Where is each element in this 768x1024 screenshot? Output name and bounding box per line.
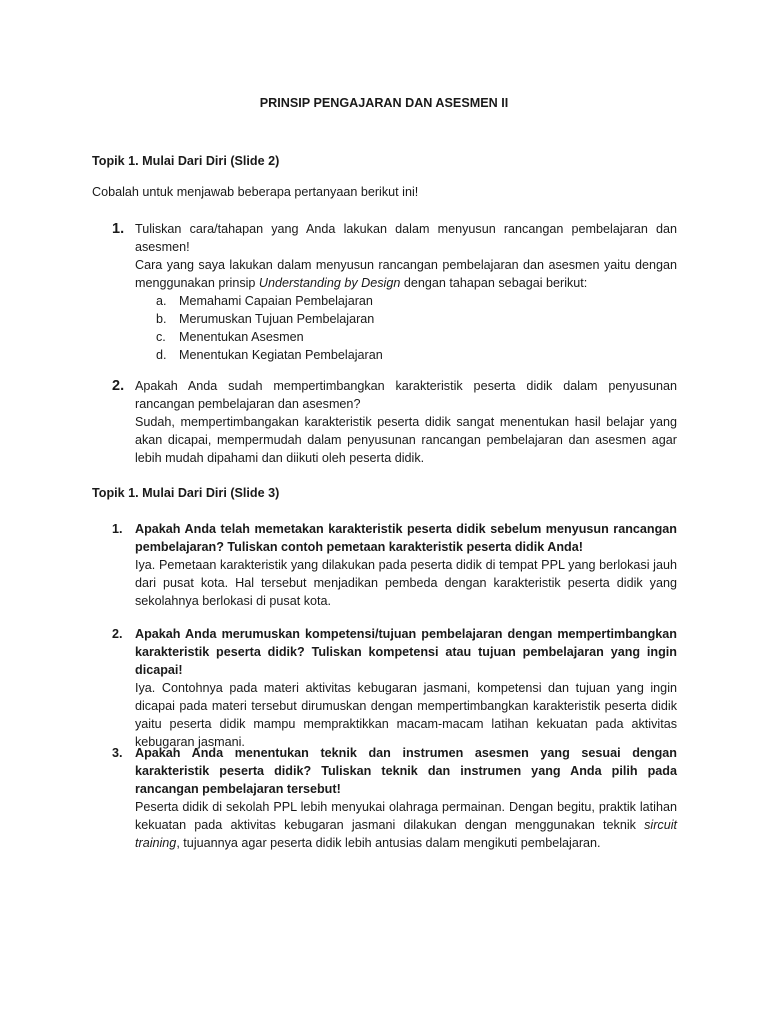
steps-list <box>156 292 677 364</box>
list-item: b. Merumuskan Tujuan Pembelajaran <box>156 312 375 326</box>
answer-text: Cara yang saya lakukan dalam menyusun rancangan pembelajaran dan asesmen yaitu dengan menggunakan prinsip Understanding by Design dengan tahapan sebagai berikut: a. Memahami Capaian Pembelajaran b. Merumuskan Tujuan Pembelajaran c. Menentukan Asesmen d. Menentukan Kegiatan Pembelajaran <box>135 258 677 362</box>
answer-text: Sudah, mempertimbangakan karakteristik peserta didik sangat menentukan hasil belajar yang akan dicapai, mempermudah dalam penyusunan rancangan pembelajaran dan asesmen agar lebih mudah dipahami dan diikuti oleh peserta didik. <box>135 415 677 465</box>
question-number: 2. <box>112 627 123 641</box>
question-text: Apakah Anda menentukan teknik dan instrumen asesmen yang sesuai dengan karakteristik peserta didik? Tuliskan teknik dan instrumen yang Anda pilih pada rancangan pembelajaran tersebut! <box>135 746 677 796</box>
section-heading-slide-2: Topik 1. Mulai Dari Diri (Slide 2) <box>92 154 280 168</box>
question-block <box>112 377 677 467</box>
question-block <box>112 625 677 751</box>
question-text: Apakah Anda telah memetakan karakteristik peserta didik sebelum menyusun rancangan pembelajaran? Tuliskan contoh pemetaan karakteristik peserta didik Anda! <box>135 522 677 554</box>
question-block <box>112 744 677 852</box>
question-text: Apakah Anda merumuskan kompetensi/tujuan pembelajaran dengan mempertimbangkan karakteristik peserta didik? Tuliskan kompetensi atau tujuan pembelajaran yang ingin dicapai! <box>135 627 677 677</box>
list-item: c. Menentukan Asesmen <box>156 330 304 344</box>
list-item: a. Memahami Capaian Pembelajaran <box>156 294 373 308</box>
question-block <box>112 520 677 610</box>
question-text: Tuliskan cara/tahapan yang Anda lakukan dalam menyusun rancangan pembelajaran dan asesmen! <box>135 222 677 254</box>
section-heading-slide-3: Topik 1. Mulai Dari Diri (Slide 3) <box>92 486 280 500</box>
question-number: 1. <box>112 522 123 536</box>
intro-text: Cobalah untuk menjawab beberapa pertanyaan berikut ini! <box>92 185 419 199</box>
question-text: Apakah Anda sudah mempertimbangkan karakteristik peserta didik dalam penyusunan rancangan pembelajaran dan asesmen? <box>135 379 677 411</box>
answer-italic: Understanding by Design <box>258 276 401 290</box>
question-number: 2. <box>112 378 125 394</box>
list-item: d. Menentukan Kegiatan Pembelajaran <box>156 348 383 362</box>
answer-text: Peserta didik di sekolah PPL lebih menyukai olahraga permainan. Dengan begitu, praktik latihan kekuatan pada aktivitas kebugaran jasmani dilakukan dengan menggunakan teknik sircuit training, tujuannya agar peserta didik lebih antusias dalam mengikuti pembelajaran. <box>135 800 677 850</box>
answer-text: Iya. Contohnya pada materi aktivitas kebugaran jasmani, kompetensi dan tujuan yang ingin dicapai pada materi tersebut dirumuskan dengan mempertimbangkan karakteristik peserta didik yaitu peserta didik mampu mempraktikkan macam-macam latihan kekuatan pada aktivitas kebugaran jasmani. <box>135 681 677 749</box>
answer-italic: sircuit training <box>135 818 677 850</box>
answer-text: Iya. Pemetaan karakteristik yang dilakukan pada peserta didik di tempat PPL yang berlokasi jauh dari pusat kota. Hal tersebut menjadikan pembeda dengan karakteristik peserta didik yang sekolahnya berlokasi di pusat kota. <box>135 558 677 608</box>
document-title: PRINSIP PENGAJARAN DAN ASESMEN II <box>259 96 509 110</box>
question-number: 1. <box>112 221 125 237</box>
question-block <box>112 220 677 364</box>
question-number: 3. <box>112 746 123 760</box>
